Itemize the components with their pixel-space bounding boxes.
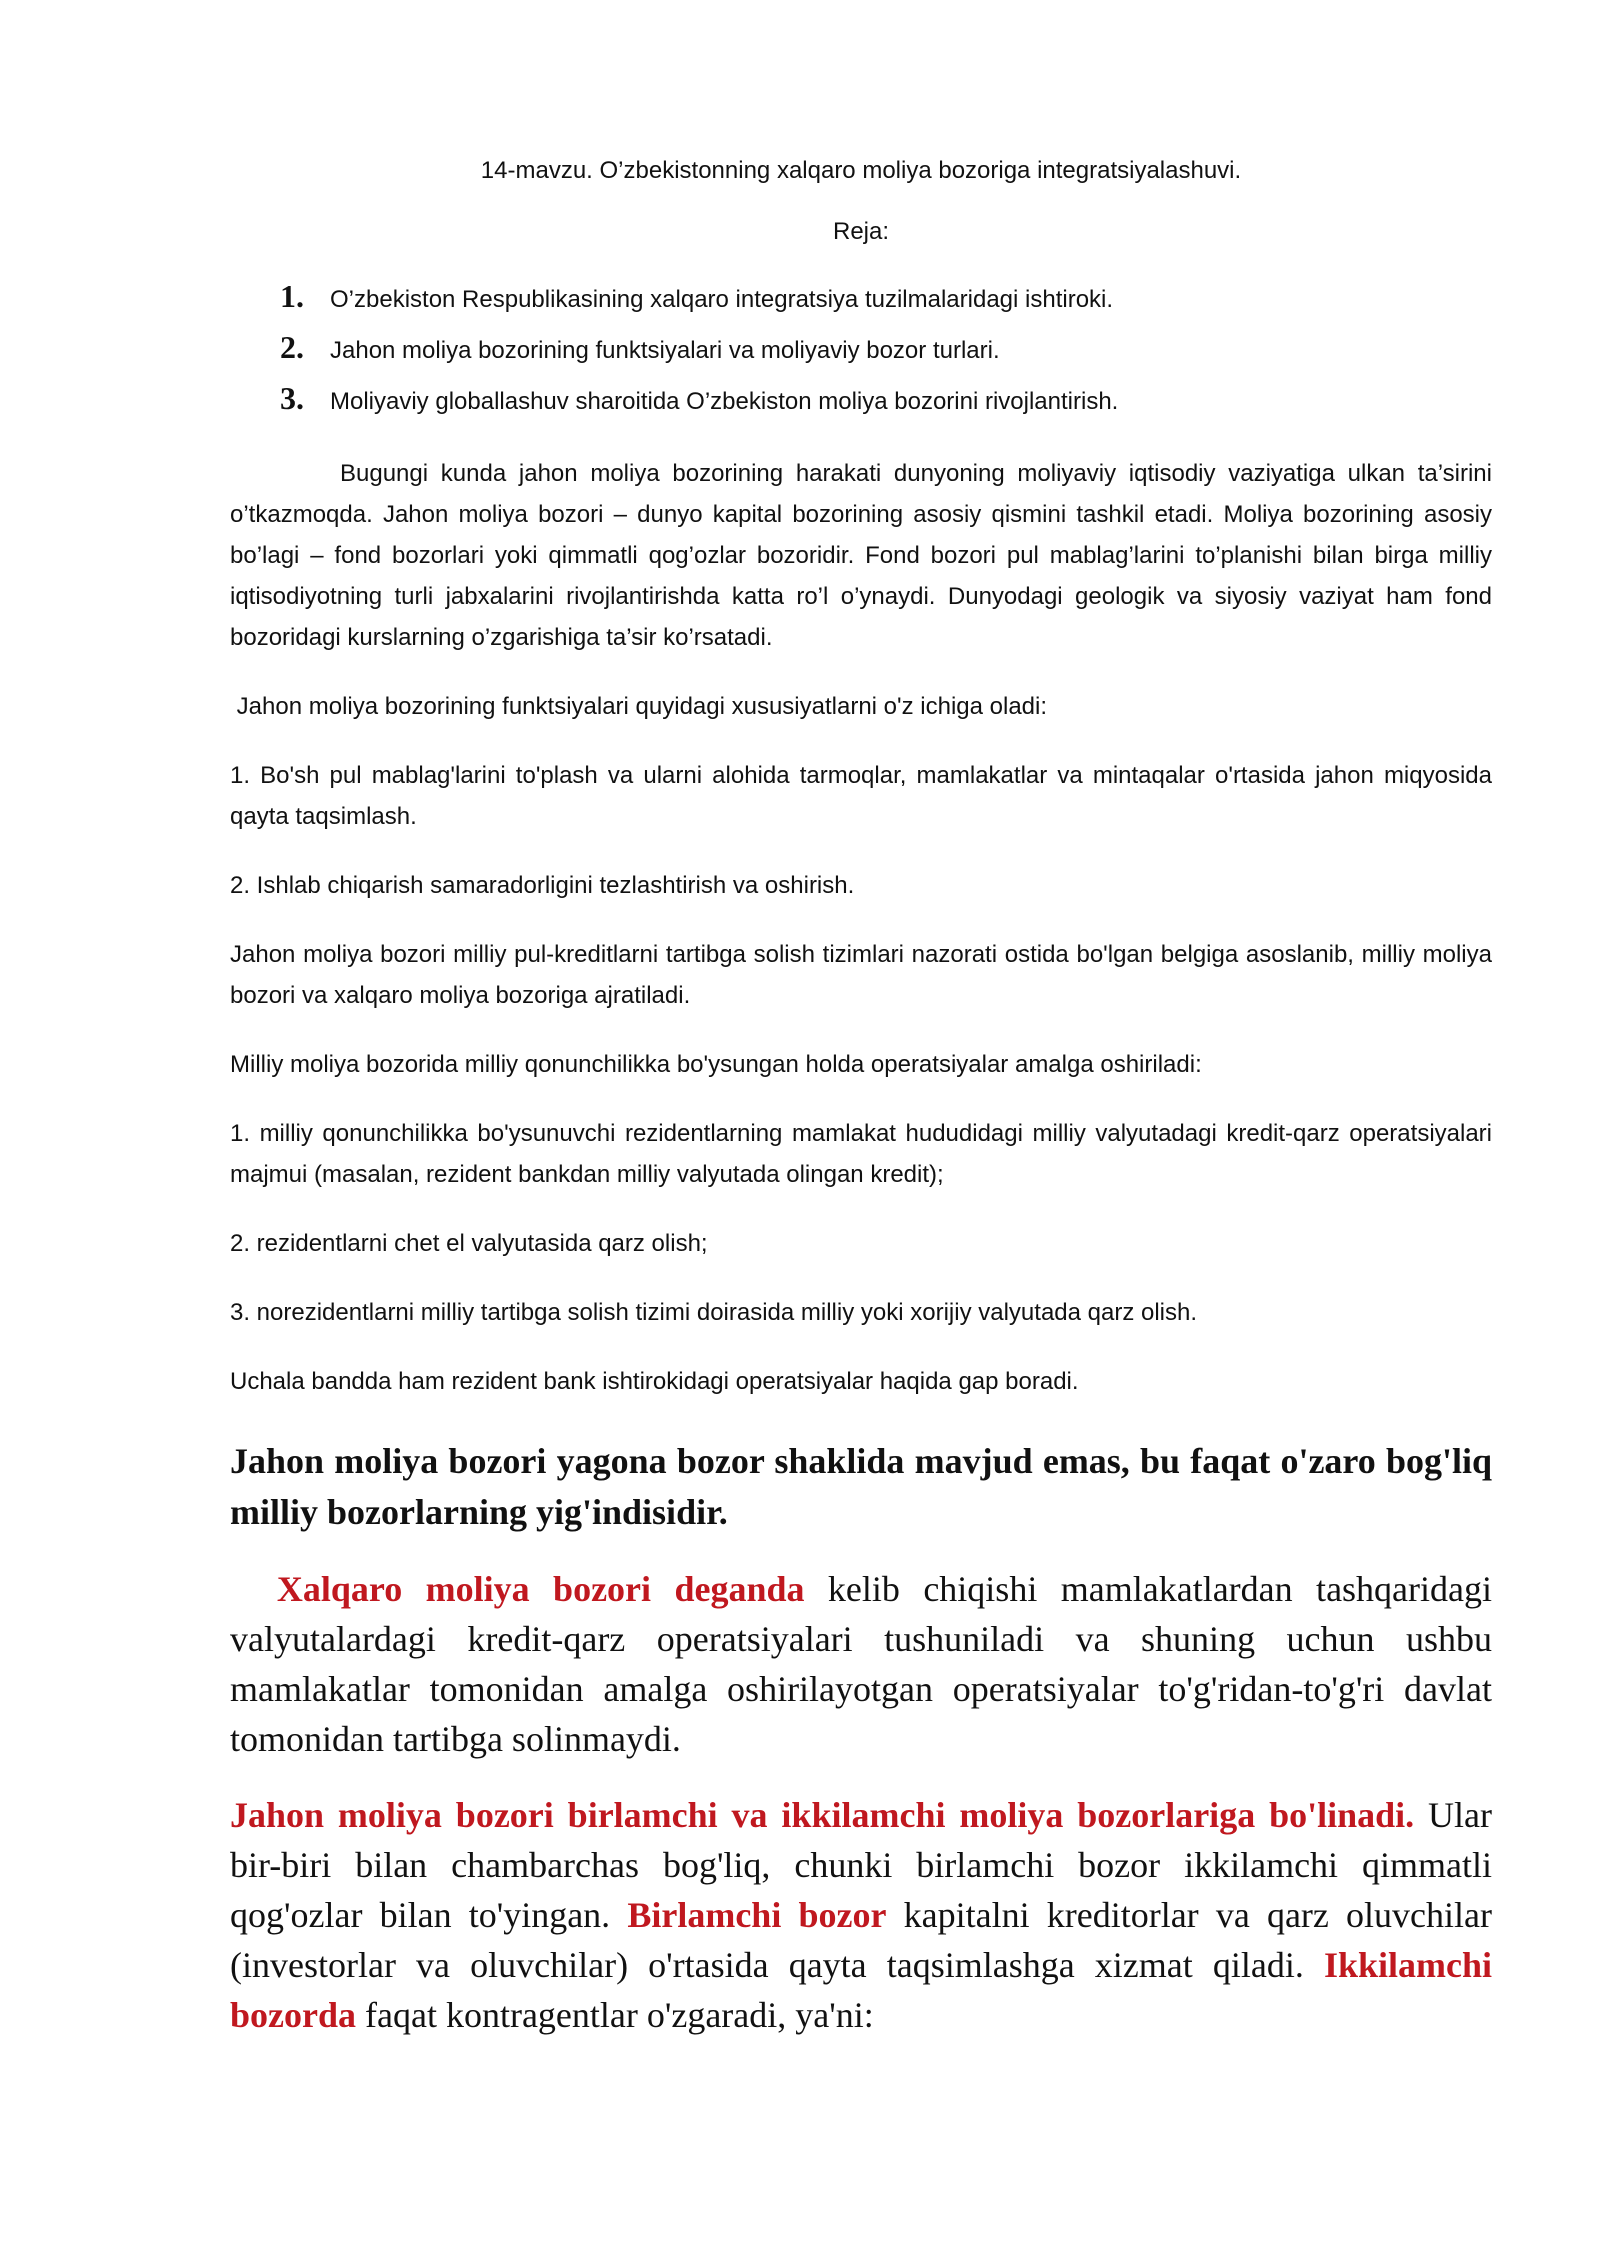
intro-paragraph: Bugungi kunda jahon moliya bozorining harakati dunyoning moliyaviy iqtisodiy vaziyatiga ulkan ta’sirini o’tkazmoqda. Jahon moliya bozori – dunyo kapital bozorining asosiy qismini tashkil etadi. Moliya bozorining asosiy bo’lagi – fond bozorlari yoki qimmatli qog’ozlar bozoridir. Fond bozori pul mablag’larini to’planishi bilan birga milliy iqtisodiyotning turli jabxalarini rivojlantirishda katta ro’l o’ynaydi. Dunyodagi geologik va siyosiy vaziyat ham fond bozoridagi kurslarning o’zgarishiga ta’sir ko’rsatadi.: [230, 460, 1492, 651]
plan-item: [230, 276, 1492, 327]
function-item-2: 2. Ishlab chiqarish samaradorligini tezlashtirish va oshirish.: [230, 872, 855, 899]
national-summary: Uchala bandda ham rezident bank ishtirokidagi operatsiyalar haqida gap boradi.: [230, 1368, 1079, 1395]
markets-heading: Jahon moliya bozori birlamchi va ikkilamchi moliya bozorlariga bo'linadi.: [230, 1795, 1415, 1835]
markets-text-1: Ular bir-biri bilan chambarchas bog'liq, chunki birlamchi bozor ikkilamchi qimmatli qog'ozlar bilan to'yingan.: [230, 1795, 1493, 1935]
national-item-1: 1. milliy qonunchilikka bo'ysunuvchi rezidentlarning mamlakat hududidagi milliy valyutadagi kredit-qarz operatsiyalari majmui (masalan, rezident bankdan milliy valyutada olingan kredit);: [230, 1120, 1492, 1188]
bold-statement: Jahon moliya bozori yagona bozor shaklida mavjud emas, bu faqat o'zaro bog'liq milliy bozorlarning yig'indisidir.: [230, 1441, 1492, 1532]
division-paragraph: Jahon moliya bozori milliy pul-kreditlarni tartibga solish tizimlari nazorati ostida bo'lgan belgiga asoslanib, milliy moliya bozori va xalqaro moliya bozoriga ajratiladi.: [230, 941, 1492, 1009]
functions-intro: Jahon moliya bozorining funktsiyalari quyidagi xususiyatlarni o'z ichiga oladi:: [230, 693, 1048, 720]
plan-item-text: Jahon moliya bozorining funktsiyalari va moliyaviy bozor turlari.: [330, 337, 1000, 364]
plan-item-text: Moliyaviy globallashuv sharoitida O’zbekiston moliya bozorini rivojlantirish.: [330, 388, 1119, 415]
plan-item-number: 2.: [280, 329, 304, 365]
markets-paragraph: [230, 1790, 1492, 2040]
markets-text-2: kapitalni kreditorlar va qarz oluvchilar (investorlar va oluvchilar) o'rtasida qayta taqsimlashga xizmat qiladi.: [230, 1895, 1492, 1985]
document-title: 14-mavzu. O’zbekistonning xalqaro moliya bozoriga integratsiyalashuvi.: [480, 157, 1242, 184]
plan-item-number: 3.: [280, 380, 304, 416]
primary-market-term: Birlamchi bozor: [627, 1895, 887, 1935]
national-market-intro: Milliy moliya bozorida milliy qonunchilikka bo'ysungan holda operatsiyalar amalga oshiriladi:: [230, 1051, 1202, 1078]
international-market-text: kelib chiqishi mamlakatlardan tashqaridagi valyutalardagi kredit-qarz operatsiyalari tushuniladi va shuning uchun ushbu mamlakatlar tomonidan amalga oshirilayotgan operatsiyalar to'g'ridan-to'g'ri davlat tomonidan tartibga solinmaydi.: [230, 1569, 1493, 1759]
plan-item: [230, 327, 1492, 378]
markets-text-3: faqat kontragentlar o'zgaradi, ya'ni:: [356, 1995, 874, 2035]
plan-list: [230, 276, 1492, 429]
national-item-3: 3. norezidentlarni milliy tartibga solish tizimi doirasida milliy yoki xorijiy valyutada qarz olish.: [230, 1299, 1198, 1326]
secondary-market-term: Ikkilamchi bozorda: [230, 1945, 1492, 2035]
international-market-paragraph: [230, 1564, 1492, 1764]
plan-item-number: 1.: [280, 278, 304, 314]
document-page: [230, 150, 1492, 2040]
plan-heading: Reja:: [832, 218, 890, 245]
function-item-1: 1. Bo'sh pul mablag'larini to'plash va ularni alohida tarmoqlar, mamlakatlar va mintaqalar o'rtasida jahon miqyosida qayta taqsimlash.: [230, 762, 1492, 830]
plan-item: [230, 378, 1492, 429]
national-item-2: 2. rezidentlarni chet el valyutasida qarz olish;: [230, 1230, 708, 1257]
plan-item-text: O’zbekiston Respublikasining xalqaro integratsiya tuzilmalaridagi ishtiroki.: [330, 286, 1114, 313]
international-market-term: Xalqaro moliya bozori deganda: [276, 1569, 805, 1609]
